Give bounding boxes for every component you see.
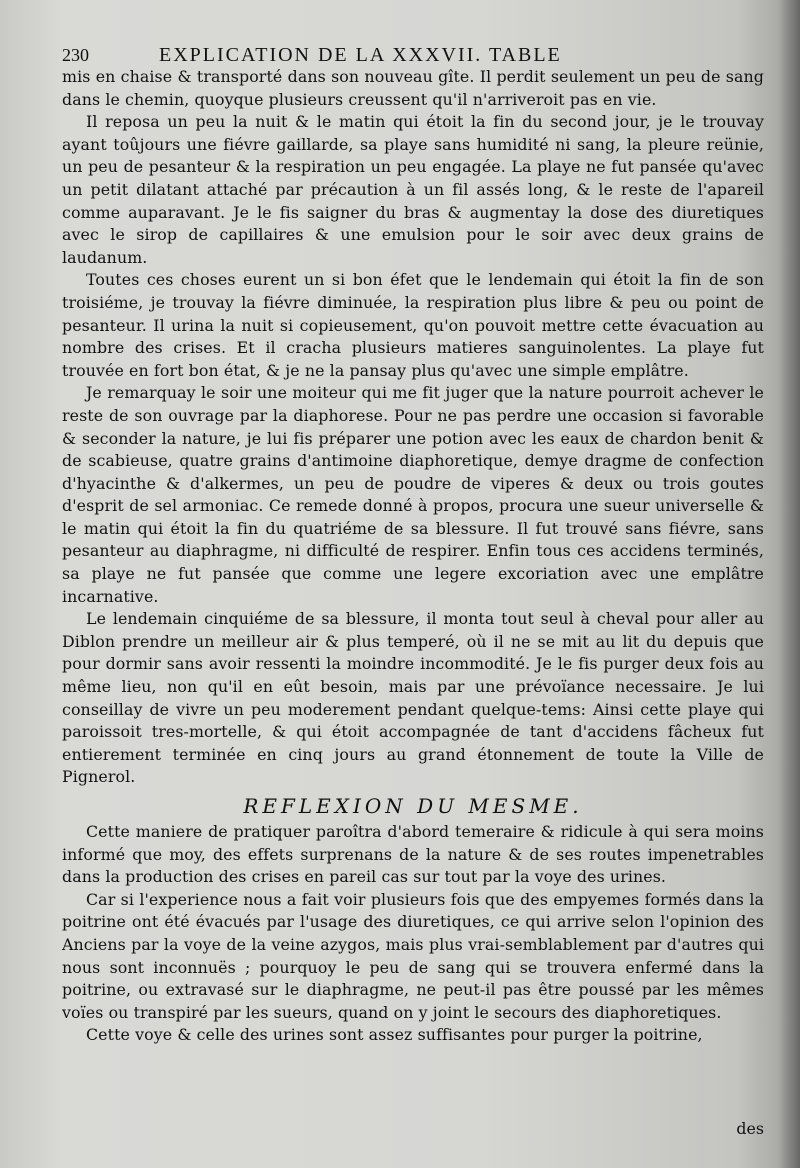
paragraph: Car si l'experience nous a fait voir plusieurs fois que des empyemes formés dans la poitrine ont été évacués par l'usage des diuretiques, ce qui arrive selon l'opinion des Anciens par la voye de la veine azygos, mais plus vrai-semblablement par d'autres qui nous sont inconnuës ; pourquoy le peu de sang qui se trouvera enfermé dans la poitrine, ou extravasé sur le diaphragme, ne peut-il pas être poussé par les mêmes voïes ou transpiré par les sueurs, quand on y joint le secours des diaphoretiques. bbox=[62, 889, 764, 1022]
paragraph: Toutes ces choses eurent un si bon éfet que le lendemain qui étoit la fin de son troisiéme, je trouvay la fiévre diminuée, la respiration plus libre & peu ou point de pesanteur. Il urina la nuit si copieusement, qu'on pouvoit mettre cette évacuation au nombre des crises. Et il cracha plusieurs matieres sanguinolentes. La playe fut trouvée en fort bon état, & je ne la pansay plus qu'avec une simple emplâtre. bbox=[62, 270, 764, 380]
paragraph: Le lendemain cinquiéme de sa blessure, il monta tout seul à cheval pour aller au Diblon prendre un meilleur air & plus temperé, où il ne se mit au lit du depuis que pour dormir sans avoir ressenti la moindre incommodité. Je le fis purger deux fois au même lieu, non qu'il en eût besoin, mais par une prévoïance necessaire. Je lui conseillay de vivre un peu moderement pendant quelque-tems: Ainsi cette playe qui paroissoit tres-mortelle, & qui étoit accompagnée de tant d'accidens fâcheux fut entierement terminée en cinq jours au grand étonnement de toute la Ville de Pignerol. bbox=[62, 609, 764, 787]
page-text-block bbox=[62, 44, 764, 1047]
running-title: EXPLICATION DE LA XXXVII. TABLE bbox=[159, 44, 562, 66]
section-heading: REFLEXION DU MESME. bbox=[243, 794, 583, 818]
page-gutter-shadow bbox=[778, 0, 800, 1168]
paragraph: Cette voye & celle des urines sont assez suffisantes pour purger la poitrine, bbox=[86, 1025, 703, 1045]
page-number: 230 bbox=[62, 45, 89, 65]
paragraph: Je remarquay le soir une moiteur qui me fit juger que la nature pourroit achever le reste de son ouvrage par la diaphorese. Pour ne pas perdre une occasion si favorable & seconder la nature, je lui fis préparer une potion avec les eaux de chardon benit & de scabieuse, quatre grains d'antimoine diaphoretique, demye dragme de confection d'hyacinthe & d'alkermes, un peu de poudre de viperes & deux ou trois goutes d'esprit de sel armoniac. Ce remede donné à propos, procura une sueur universelle & le matin qui étoit la fin du quatriéme de sa blessure. Il fut trouvé sans fiévre, sans pesanteur au diaphragme, ni difficulté de respirer. Enfin tous ces accidens terminés, sa playe ne fut pansée que comme une legere excoriation avec une emplâtre incarnative. bbox=[62, 383, 764, 606]
paragraph: Cette maniere de pratiquer paroîtra d'abord temeraire & ridicule à qui sera moins informé que moy, des effets surprenans de la nature & de ses routes impenetrables dans la production des crises en pareil cas sur tout par la voye des urines. bbox=[62, 822, 764, 887]
running-header bbox=[62, 44, 764, 66]
catchword: des bbox=[736, 1119, 764, 1138]
paragraph-continued: mis en chaise & transporté dans son nouveau gîte. Il perdit seulement un peu de sang dans le chemin, quoyque plusieurs creussent qu'il n'arriveroit pas en vie. bbox=[62, 67, 764, 109]
paragraph: Il reposa un peu la nuit & le matin qui étoit la fin du second jour, je le trouvay ayant toûjours une fiévre gaillarde, sa playe sans humidité ni sang, la pleure reünie, un peu de pesanteur & la respiration un peu engagée. La playe ne fut pansée qu'avec un petit dilatant attaché par précaution à un fil assés long, & le reste de l'apareil comme auparavant. Je le fis saigner du bras & augmentay la dose des diuretiques avec le sirop de capillaires & une emulsion pour le soir avec deux grains de laudanum. bbox=[62, 112, 764, 267]
